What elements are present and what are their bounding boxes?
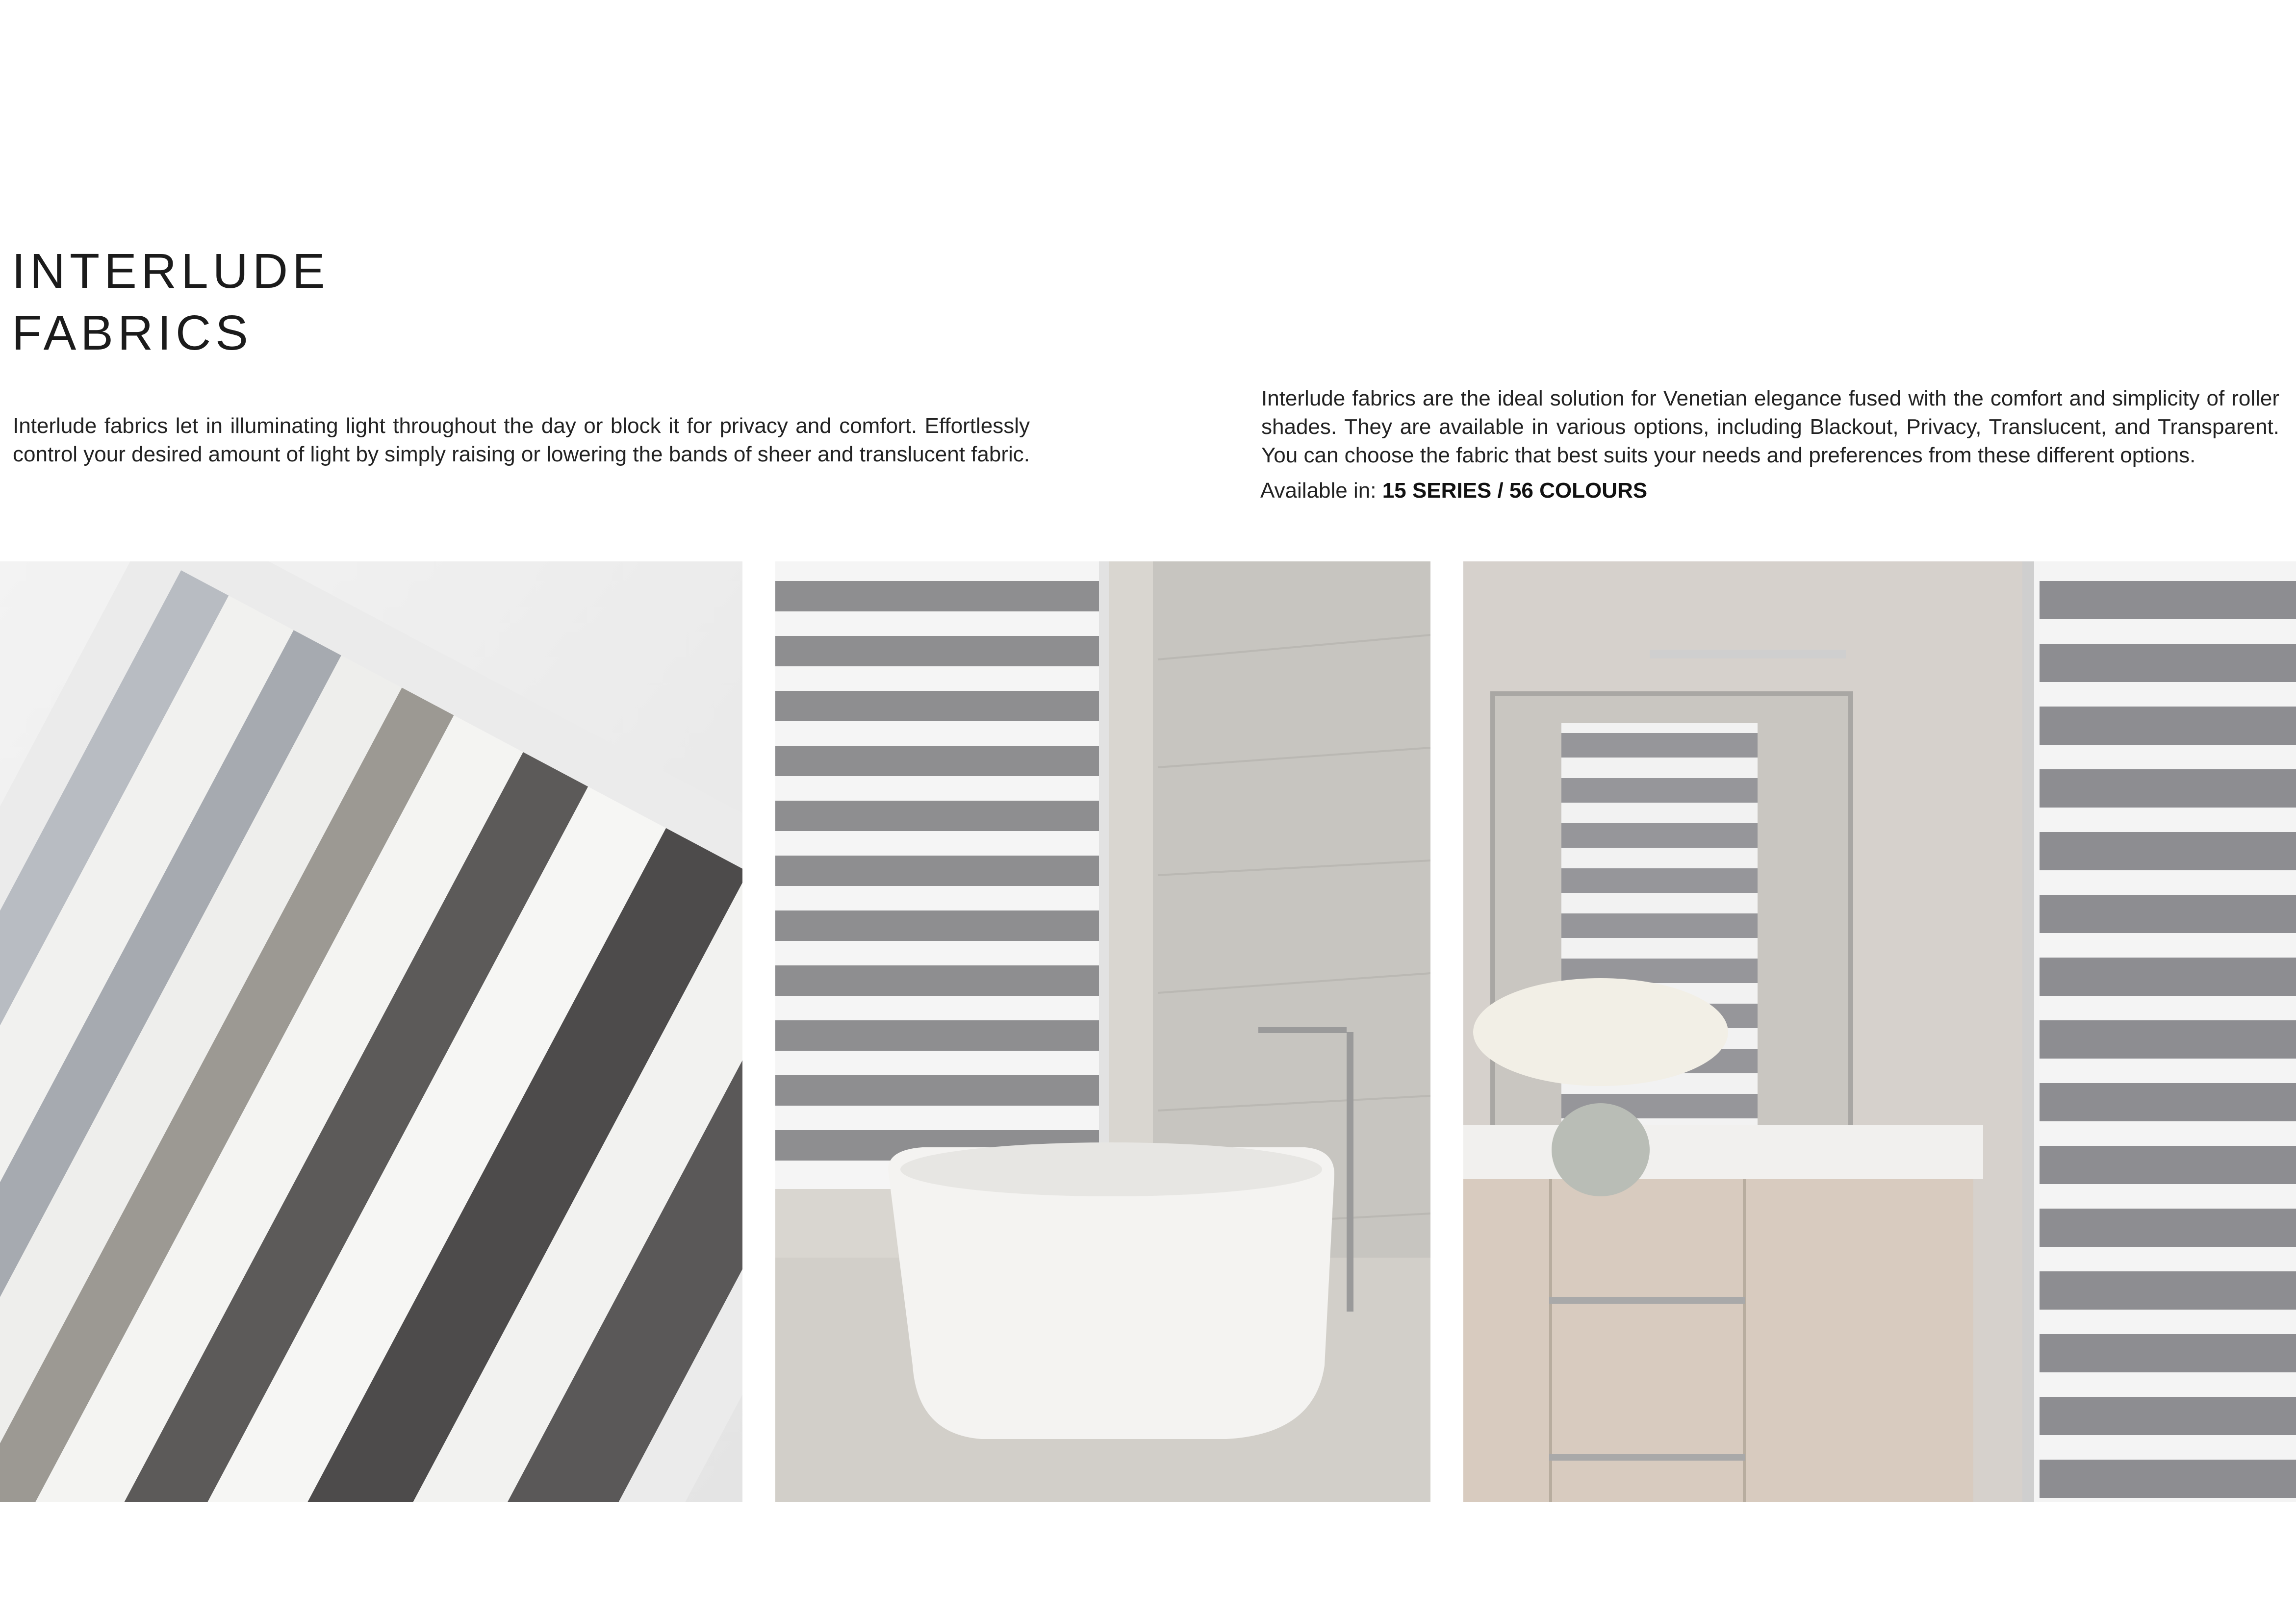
blind-stripe	[775, 856, 1099, 886]
blind-stripe	[2040, 958, 2296, 996]
blind-stripe	[775, 965, 1099, 996]
blind-stripe	[2040, 769, 2296, 808]
blind-stripe	[775, 691, 1099, 721]
blind-stripe	[775, 1020, 1099, 1051]
blind-stripe	[775, 910, 1099, 941]
availability-prefix: Available in:	[1260, 479, 1377, 503]
blind-stripe	[775, 746, 1099, 776]
blind-stripe	[775, 801, 1099, 831]
blind-stripe	[2040, 1334, 2296, 1372]
availability-value: 15 SERIES / 56 COLOURS	[1382, 479, 1648, 503]
blind-stripe	[1561, 733, 1758, 758]
vanity-photo	[1463, 561, 2296, 1502]
blind-stripe	[2040, 1146, 2296, 1184]
blind-stripe	[2040, 644, 2296, 682]
blind-stripe	[1561, 868, 1758, 893]
bathtub-photo	[775, 561, 1430, 1502]
blind-stripe	[2040, 1460, 2296, 1498]
blind-stripe	[2040, 1271, 2296, 1310]
intro-paragraph-right: Interlude fabrics are the ideal solution for Venetian elegance fused with the comfort and simplicity of roller shades. They are available in various options, including Blackout, Privacy, Translucent, and Transparent. You can choose the fabric that best suits your needs and preferences from these different options.	[1261, 386, 2279, 467]
blind-stripe	[1561, 823, 1758, 848]
availability-line	[1260, 477, 1647, 505]
blind-stripe	[2040, 895, 2296, 933]
blind-stripe	[2040, 1209, 2296, 1247]
blind-stripe	[2040, 1397, 2296, 1435]
fabric-swatches-photo	[0, 561, 742, 1502]
blind-stripe	[2040, 581, 2296, 619]
blind-stripe	[775, 1075, 1099, 1106]
blind-stripe	[2040, 707, 2296, 745]
blind-stripe	[1561, 913, 1758, 938]
title-line-1: INTERLUDE	[12, 244, 330, 299]
blind-stripe	[2040, 1083, 2296, 1121]
blind-stripe	[775, 636, 1099, 666]
blind-stripe	[2040, 1020, 2296, 1059]
blind-stripe	[2040, 832, 2296, 870]
title-line-2: FABRICS	[12, 305, 253, 360]
blind-stripe	[775, 581, 1099, 611]
intro-paragraph-left: Interlude fabrics let in illuminating light throughout the day or block it for privacy and comfort. Effortlessly control your desired amount of light by simply raising or lowering the bands of sheer and translucent fabric.	[13, 414, 1030, 466]
page-title	[12, 240, 330, 364]
blind-stripe	[1561, 778, 1758, 803]
